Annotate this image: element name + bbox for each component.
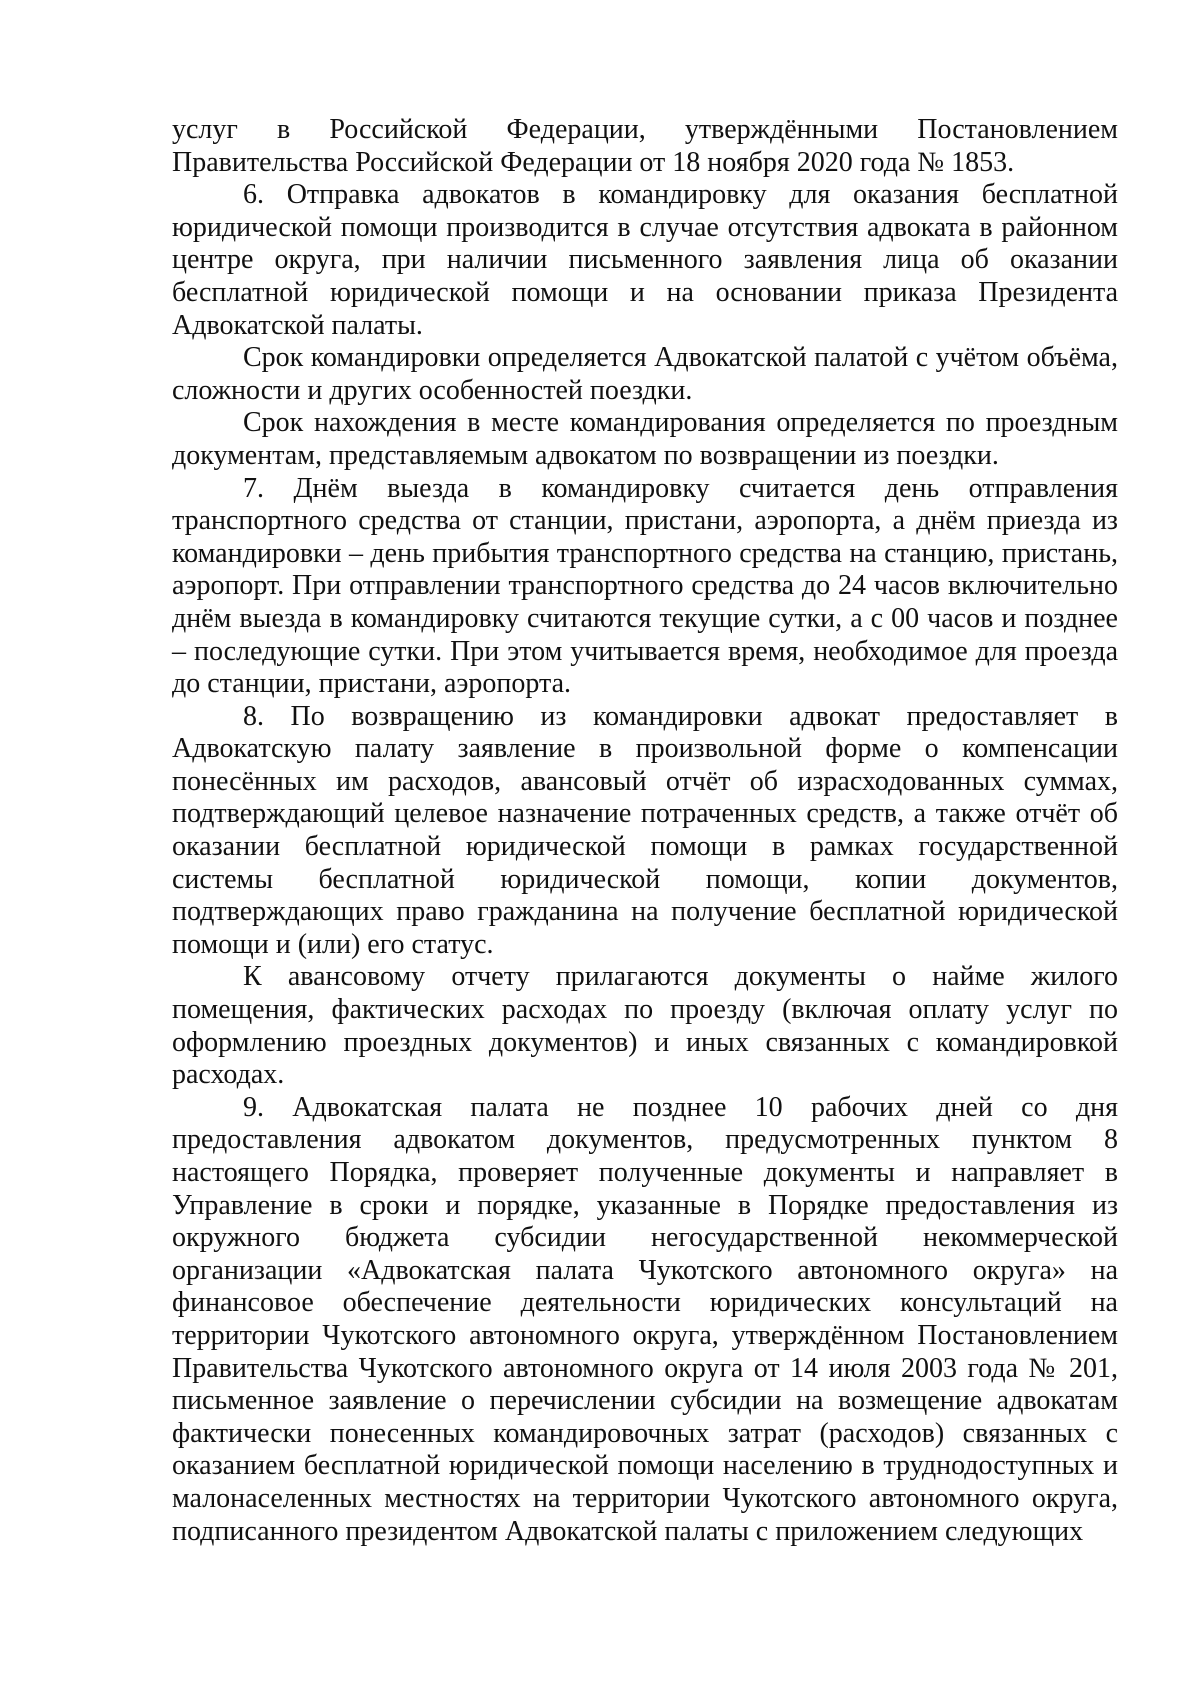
paragraph-stay: Срок нахождения в месте командирования определяется по проездным документам, представляемым адвокатом по возвращении из поездки. — [172, 407, 1118, 471]
paragraph-continuation: услуг в Российской Федерации, утверждёнными Постановлением Правительства Российской Федерации от 18 ноября 2020 года № 1853. — [172, 114, 1118, 178]
paragraph-attachments: К авансовому отчету прилагаются документы о найме жилого помещения, фактических расходах по проезду (включая оплату услуг по оформлению проездных документов) и иных связанных с командировкой расходах. — [172, 961, 1118, 1091]
paragraph-item-9: 9. Адвокатская палата не позднее 10 рабочих дней со дня предоставления адвокатом документов, предусмотренных пунктом 8 настоящего Порядка, проверяет полученные документы и направляет в Управление в сроки и порядке, указанные в Порядке предоставления из окружного бюджета субсидии негосударственной некоммерческой организации «Адвокатская палата Чукотского автономного округа» на финансовое обеспечение деятельности юридических консультаций на территории Чукотского автономного округа, утверждённом Постановлением Правительства Чукотского автономного округа от 14 июля 2003 года № 201, письменное заявление о перечислении субсидии на возмещение адвокатам фактически понесенных командировочных затрат (расходов) связанных с оказанием бесплатной юридической помощи населению в труднодоступных и малонаселенных местностях на территории Чукотского автономного округа, подписанного президентом Адвокатской палаты с приложением следующих — [172, 1091, 1118, 1547]
document-body — [172, 114, 1118, 1548]
paragraph-item-6: 6. Отправка адвокатов в командировку для оказания бесплатной юридической помощи производится в случае отсутствия адвоката в районном центре округа, при наличии письменного заявления лица об оказании бесплатной юридической помощи и на основании приказа Президента Адвокатской палаты. — [172, 179, 1118, 341]
paragraph-item-8: 8. По возвращению из командировки адвокат предоставляет в Адвокатскую палату заявление в произвольной форме о компенсации понесённых им расходов, авансовый отчёт об израсходованных суммах, подтверждающий целевое назначение потраченных средств, а также отчёт об оказании бесплатной юридической помощи в рамках государственной системы бесплатной юридической помощи, копии документов, подтверждающих право гражданина на получение бесплатной юридической помощи и (или) его статус. — [172, 700, 1118, 960]
paragraph-item-7: 7. Днём выезда в командировку считается день отправления транспортного средства от станции, пристани, аэропорта, а днём приезда из командировки – день прибытия транспортного средства на станцию, пристань, аэропорт. При отправлении транспортного средства до 24 часов включительно днём выезда в командировку считаются текущие сутки, а с 00 часов и позднее – последующие сутки. При этом учитывается время, необходимое для проезда до станции, пристани, аэропорта. — [172, 472, 1118, 700]
paragraph-term: Срок командировки определяется Адвокатской палатой с учётом объёма, сложности и других особенностей поездки. — [172, 342, 1118, 406]
